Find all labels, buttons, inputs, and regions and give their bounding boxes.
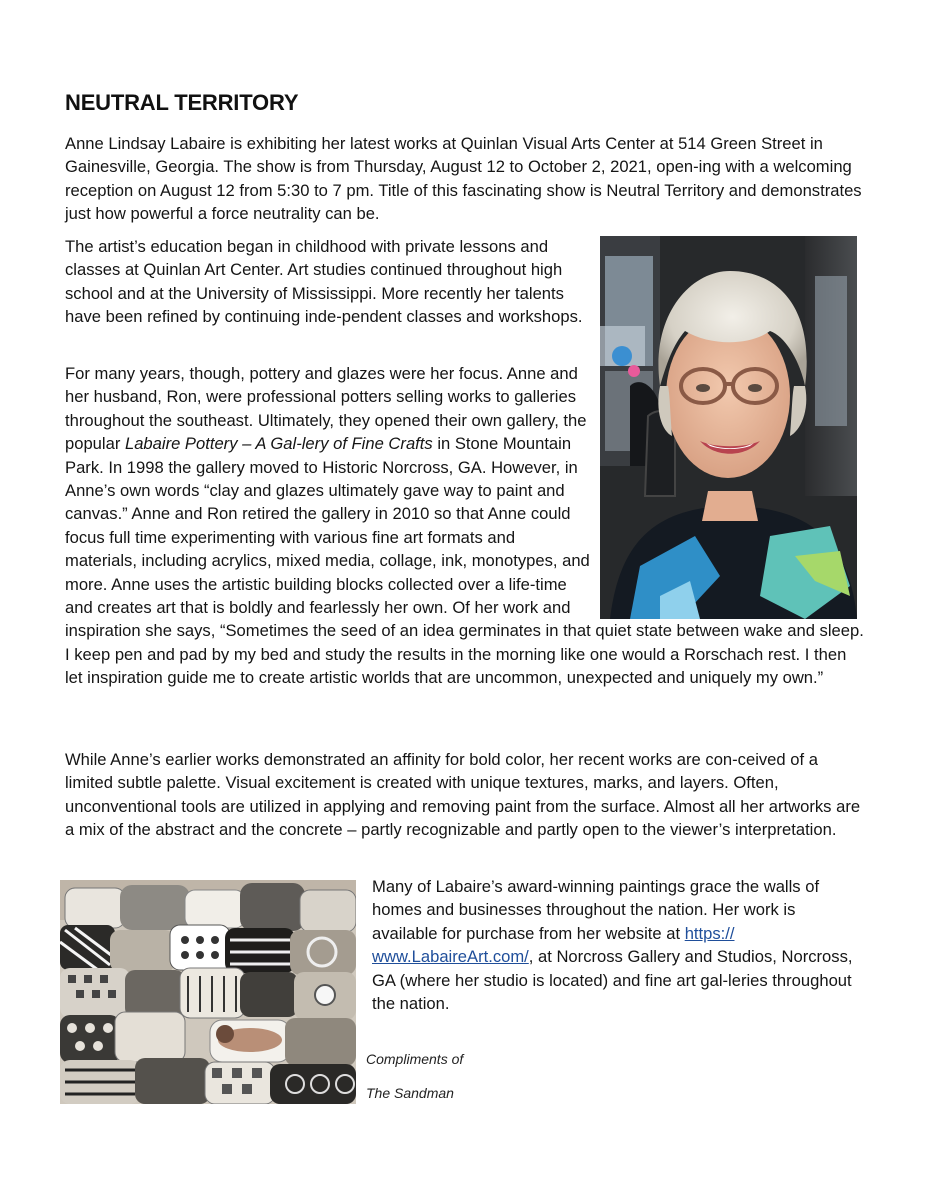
career-text-b: in Stone Mountain Park. In 1998 the gallery moved to Historic Norcross, GA. However, in Anne’s own words “clay and glazes ultimately gave way to paint and canvas.” Anne and Ron retired the gallery in 2010 so that Anne could focus full time experimenting with various fine art formats and materials, including acrylics, mixed media, collage, ink, monotypes, and more. Anne uses the artistic building blocks collected over a life-time and creates art that is boldly and fearlessly her own. Of her work and inspiration she says, “Sometimes the seed of an idea germinates in that quiet state between wake and sleep. I keep pen and pad by my bed and study the results in the morning like one would a Rorschach rest. I then let inspiration guide me to create artistic worlds that are uncommon, unexpected and uniquely my own.”: [65, 434, 864, 688]
gallery-name-italic: Labaire Pottery – A Gal-lery of Fine Crafts: [124, 434, 433, 454]
availability-text-b: , at Norcross Gallery and Studios, Norcross, GA (where her studio is located) and fine art gal-leries throughout the nation.: [372, 947, 853, 1014]
availability-text-a: Many of Labaire’s award-winning paintings grace the walls of homes and businesses throughout the nation. Her work is available for purchase from her website at: [372, 877, 820, 943]
credit-line-2: The Sandman: [366, 1085, 454, 1101]
style-paragraph: While Anne’s earlier works demonstrated an affinity for bold color, her recent works are con-ceived of a limited subtle palette. Visual excitement is created with unique textures, marks, and layers. Often, unconventional tools are utilized in applying and removing paint from the surface. Almost all her artworks are a mix of the abstract and the concrete – partly recognizable and partly open to the viewer’s interpretation.: [65, 750, 861, 840]
career-text-a: For many years, though, pottery and glazes were her focus. Anne and her husband, Ron, were professional potters selling works to galleries throughout the southeast. Ultimately, they opened their own gallery, the popular: [65, 364, 587, 454]
website-link[interactable]: https:// www.LabaireArt.com/: [372, 923, 735, 967]
intro-paragraph: Anne Lindsay Labaire is exhibiting her latest works at Quinlan Visual Arts Center at 514 Green Street in Gainesville, Georgia. The show is from Thursday, August 12 to October 2, 2021, open-ing with a welcoming reception on August 12 from 5:30 to 7 pm. Title of this fascinating show is Neutral Territory and demonstrates just how powerful a force neutrality can be.: [65, 134, 862, 224]
artist-portrait-photo: [600, 236, 857, 619]
availability-paragraph: [372, 875, 857, 1015]
education-paragraph: The artist’s education began in childhood with private lessons and classes at Quinlan Art Center. Art studies continued throughout high school and at the University of Mississippi. More recently her talents have been refined by continuing inde-pendent classes and workshops.: [65, 237, 583, 327]
article-title: NEUTRAL TERRITORY: [65, 90, 299, 115]
pillows-painting-image: [60, 880, 356, 1104]
credit-line-1: Compliments of: [366, 1051, 464, 1067]
